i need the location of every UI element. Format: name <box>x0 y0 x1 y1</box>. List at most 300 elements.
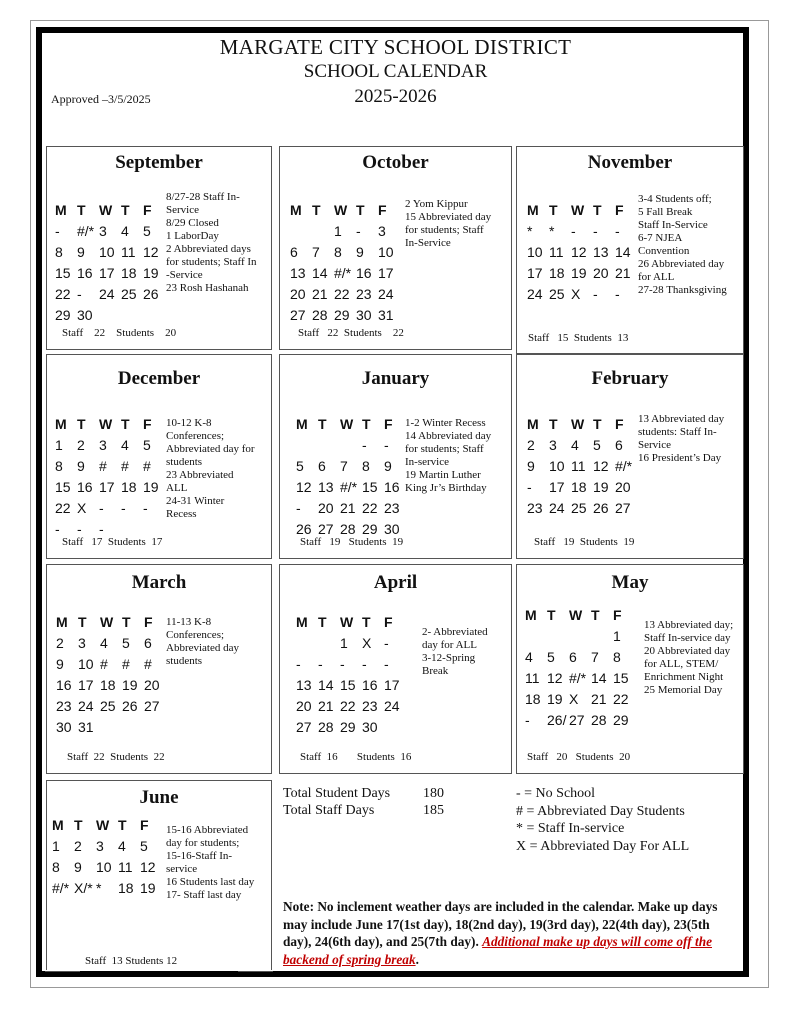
day-cell: 22 <box>340 698 356 714</box>
day-cell: 10 <box>96 859 112 875</box>
month-notes-april <box>422 626 488 678</box>
note-line: 15-16-Staff In- <box>166 850 233 862</box>
week-row <box>52 838 162 854</box>
total-staff-days <box>283 802 444 819</box>
weekday-header <box>527 202 637 218</box>
day-cell: 9 <box>74 859 82 875</box>
day-cell: 18 <box>100 677 116 693</box>
day-cell: 17 <box>378 265 394 281</box>
day-cell: 26 <box>122 698 138 714</box>
day-cell: 28 <box>340 521 356 537</box>
day-cell: 20 <box>615 479 631 495</box>
day-cell: * <box>549 223 555 239</box>
weekday-label: M <box>527 416 539 432</box>
weekday-label: T <box>356 202 365 218</box>
legend-no-school: - = No School <box>516 786 596 801</box>
day-cell: 5 <box>593 437 601 453</box>
month-footer-october: Staff 22 Students 22 <box>298 327 404 339</box>
approved-note: Approved –3/5/2025 <box>51 92 151 106</box>
week-row <box>527 223 637 239</box>
weekday-label: M <box>56 614 68 630</box>
weekday-label: T <box>362 614 371 630</box>
note-line: 27-28 Thanksgiving <box>638 284 727 296</box>
week-row <box>296 698 406 714</box>
note-line: 6-7 NJEA <box>638 232 683 244</box>
weekday-label: W <box>99 416 113 432</box>
day-cell: 11 <box>118 859 133 875</box>
day-cell: - <box>55 223 60 239</box>
month-footer-march: Staff 22 Students 22 <box>67 751 165 763</box>
note-line: 3-4 Students off; <box>638 193 712 205</box>
note-line: 1-2 Winter Recess <box>405 417 486 429</box>
day-cell: 9 <box>56 656 64 672</box>
weekday-label: W <box>99 202 113 218</box>
day-cell: 15 <box>362 479 378 495</box>
month-notes-june <box>166 824 254 902</box>
day-cell: 25 <box>571 500 587 516</box>
week-row <box>296 677 406 693</box>
week-row <box>290 244 400 260</box>
day-cell: - <box>143 500 148 516</box>
note-line: for ALL <box>638 271 675 283</box>
weekday-label: W <box>340 614 354 630</box>
note-line: In-service <box>405 456 449 468</box>
day-cell: 28 <box>591 712 607 728</box>
day-cell: 13 <box>290 265 306 281</box>
note-red-text: Additional make up days will come off the backend of spring break <box>283 934 712 967</box>
day-cell: 25 <box>549 286 565 302</box>
day-cell: 1 <box>334 223 342 239</box>
day-cell: 17 <box>99 479 115 495</box>
month-title-april: April <box>373 572 418 593</box>
day-cell: 16 <box>362 677 378 693</box>
day-cell: 22 <box>362 500 378 516</box>
day-cell: X <box>362 635 372 651</box>
weekday-header <box>55 202 165 218</box>
month-title-june: June <box>139 787 179 808</box>
weekday-label: F <box>615 416 624 432</box>
day-cell: 23 <box>56 698 72 714</box>
weekday-label: W <box>96 817 110 833</box>
day-cell: 13 <box>318 479 334 495</box>
weekday-label: T <box>312 202 321 218</box>
note-line: 19 Martin Luther <box>405 469 481 481</box>
day-cell: 2 <box>56 635 64 651</box>
week-row <box>296 500 406 516</box>
note-line: students: Staff In- <box>638 426 717 438</box>
day-cell: 20 <box>593 265 609 281</box>
day-cell: #/* <box>340 479 358 495</box>
day-cell: 23 <box>356 286 372 302</box>
month-title-january: January <box>361 368 430 389</box>
day-cell: 8 <box>334 244 342 260</box>
week-row <box>296 458 406 474</box>
week-row <box>525 691 635 707</box>
day-cell: 30 <box>362 719 378 735</box>
week-row <box>55 244 165 260</box>
week-row <box>525 670 635 686</box>
day-cell: 18 <box>118 880 134 896</box>
week-row <box>527 500 637 516</box>
day-cell: 24 <box>384 698 400 714</box>
day-cell: 20 <box>296 698 312 714</box>
day-cell: - <box>593 223 598 239</box>
note-line: King Jr’s Birthday <box>405 482 487 494</box>
day-cell: 20 <box>318 500 334 516</box>
note-line: 10-12 K-8 <box>166 417 212 429</box>
day-cell: 6 <box>290 244 298 260</box>
day-cell: 19 <box>143 265 159 281</box>
day-cell: 3 <box>96 838 104 854</box>
weekday-label: M <box>55 416 67 432</box>
day-cell: 19 <box>140 880 156 896</box>
week-row <box>55 265 165 281</box>
day-cell: 5 <box>143 437 151 453</box>
weekday-label: M <box>52 817 64 833</box>
legend-abbreviated-students: # = Abbreviated Day Students <box>516 803 685 819</box>
day-cell: 4 <box>121 437 129 453</box>
day-cell: 29 <box>362 521 378 537</box>
legend <box>516 785 689 855</box>
june-footer-rule-left <box>45 971 80 972</box>
note-line: 1 LaborDay <box>166 230 219 242</box>
note-line: In-Service <box>405 237 451 249</box>
note-line: Abbreviated day for <box>166 443 255 455</box>
weekday-label: M <box>525 607 537 623</box>
note-line: for students; Staff <box>405 443 484 455</box>
day-cell: # <box>100 656 108 672</box>
day-cell: 10 <box>527 244 543 260</box>
week-row <box>55 307 165 323</box>
week-row <box>52 859 162 875</box>
weekday-label: F <box>143 202 152 218</box>
week-row <box>525 649 635 665</box>
day-cell: 1 <box>52 838 60 854</box>
day-cell: 27 <box>296 719 312 735</box>
day-cell: - <box>593 286 598 302</box>
day-cell: 8 <box>613 649 621 665</box>
month-title-december: December <box>117 368 201 389</box>
month-notes-january <box>405 417 491 495</box>
weekday-label: W <box>571 416 585 432</box>
day-cell: 27 <box>144 698 160 714</box>
day-cell: # <box>121 458 129 474</box>
day-cell: 27 <box>318 521 334 537</box>
note-line: Abbreviated day <box>166 642 239 654</box>
day-cell: - <box>527 479 532 495</box>
month-notes-february <box>638 413 724 465</box>
weekday-label: W <box>340 416 354 432</box>
day-cell: - <box>77 521 82 537</box>
week-row <box>290 307 400 323</box>
week-row <box>525 628 635 644</box>
day-cell: 18 <box>121 479 137 495</box>
total-student-days <box>283 785 444 802</box>
note-line: day for ALL <box>422 639 477 651</box>
day-cell: 1 <box>340 635 348 651</box>
day-cell: - <box>571 223 576 239</box>
weekday-label: T <box>78 614 87 630</box>
note-line: Staff In-Service <box>638 219 708 231</box>
day-cell: 17 <box>527 265 543 281</box>
day-cell: X <box>569 691 579 707</box>
note-line: 25 Memorial Day <box>644 684 723 696</box>
day-cell: 1 <box>613 628 621 644</box>
weekday-header <box>527 416 637 432</box>
day-cell: 4 <box>571 437 579 453</box>
week-row <box>296 656 406 672</box>
week-row <box>56 656 166 672</box>
weekday-label: M <box>55 202 67 218</box>
day-cell: 9 <box>356 244 364 260</box>
day-cell: 15 <box>55 479 71 495</box>
weekday-label: T <box>77 202 86 218</box>
day-cell: 27 <box>290 307 306 323</box>
weekday-label: M <box>296 614 308 630</box>
weekday-label: T <box>122 614 131 630</box>
week-row <box>527 458 637 474</box>
day-cell: 15 <box>613 670 629 686</box>
day-cell: 10 <box>378 244 394 260</box>
day-cell: - <box>384 635 389 651</box>
day-cell: 9 <box>77 458 85 474</box>
day-cell: - <box>615 223 620 239</box>
day-cell: 26 <box>296 521 312 537</box>
day-cell: 21 <box>591 691 607 707</box>
day-cell: 26 <box>593 500 609 516</box>
month-title-october: October <box>362 152 429 173</box>
day-cell: 2 <box>77 437 85 453</box>
note-line: Service <box>166 204 199 216</box>
day-cell: 3 <box>78 635 86 651</box>
weekday-label: T <box>593 416 602 432</box>
day-cell: 8 <box>362 458 370 474</box>
day-cell: 31 <box>78 719 94 735</box>
day-cell: 6 <box>569 649 577 665</box>
day-cell: 9 <box>77 244 85 260</box>
day-cell: #/* <box>77 223 95 239</box>
note-main-text: Note: No inclement weather days are included in the calendar. Make up days may include June 17(1st day), 18(2nd day), 19(3rd day), 22(4th day), 23(5th day), 24(6th day), and 25(7th day). <box>283 899 718 949</box>
weekday-label: F <box>143 416 152 432</box>
note-line: 15-16 Abbreviated <box>166 824 249 836</box>
day-cell: 19 <box>571 265 587 281</box>
month-footer-february: Staff 19 Students 19 <box>534 536 635 548</box>
note-line: 26 Abbreviated day <box>638 258 725 270</box>
day-cell: 3 <box>378 223 386 239</box>
total-staff-days-value: 185 <box>423 803 444 818</box>
month-footer-december: Staff 17 Students 17 <box>62 536 163 548</box>
month-title-september: September <box>115 152 203 173</box>
note-line: 13 Abbreviated day; <box>644 619 734 631</box>
day-cell: 18 <box>525 691 541 707</box>
month-footer-november: Staff 15 Students 13 <box>528 332 629 344</box>
note-line: 5 Fall Break <box>638 206 693 218</box>
day-cell: 22 <box>55 286 71 302</box>
day-cell: 14 <box>312 265 328 281</box>
day-cell: 7 <box>591 649 599 665</box>
day-cell: 5 <box>122 635 130 651</box>
note-line: 16 Students last day <box>166 876 255 888</box>
note-line: 23 Rosh Hashanah <box>166 282 249 294</box>
note-line: 3-12-Spring <box>422 652 476 664</box>
day-cell: 24 <box>527 286 543 302</box>
note-line: -Service <box>166 269 203 281</box>
day-cell: 5 <box>296 458 304 474</box>
day-cell: - <box>99 521 104 537</box>
note-line: for students; Staff <box>405 224 484 236</box>
weekday-label: T <box>121 202 130 218</box>
month-notes-december <box>166 417 255 521</box>
day-cell: # <box>143 458 151 474</box>
day-cell: 19 <box>122 677 138 693</box>
day-cell: - <box>77 286 82 302</box>
weekday-label: T <box>549 202 558 218</box>
weekday-label: W <box>100 614 114 630</box>
weekday-header <box>290 202 400 218</box>
day-cell: 10 <box>78 656 94 672</box>
note-line: 16 President’s Day <box>638 452 722 464</box>
june-footer-rule-right <box>238 971 273 972</box>
note-line: 2 Abbreviated days <box>166 243 251 255</box>
day-cell: 29 <box>334 307 350 323</box>
weekday-label: F <box>384 614 393 630</box>
day-cell: 14 <box>318 677 334 693</box>
note-line: Convention <box>638 245 690 257</box>
week-row <box>296 437 406 453</box>
day-cell: 18 <box>571 479 587 495</box>
note-line: 15 Abbreviated day <box>405 211 492 223</box>
total-student-days-value: 180 <box>423 786 444 801</box>
note-line: students <box>166 456 203 468</box>
day-cell: 24 <box>549 500 565 516</box>
day-cell: * <box>527 223 533 239</box>
note-line: 8/29 Closed <box>166 217 219 229</box>
month-notes-march <box>166 616 239 668</box>
week-row <box>527 437 637 453</box>
day-cell: 30 <box>356 307 372 323</box>
day-cell: 14 <box>615 244 631 260</box>
day-cell: 18 <box>549 265 565 281</box>
note-line: 13 Abbreviated day <box>638 413 725 425</box>
day-cell: - <box>296 656 301 672</box>
day-cell: 3 <box>99 223 107 239</box>
weekday-label: T <box>593 202 602 218</box>
district-title: MARGATE CITY SCHOOL DISTRICT <box>219 35 572 59</box>
note-line: Staff In-service day <box>644 632 731 644</box>
day-cell: 15 <box>55 265 71 281</box>
day-cell: 24 <box>99 286 115 302</box>
day-cell: 24 <box>378 286 394 302</box>
day-cell: 7 <box>312 244 320 260</box>
month-footer-june: Staff 13 Students 12 <box>85 955 178 967</box>
day-cell: - <box>384 656 389 672</box>
note-line: 20 Abbreviated day <box>644 645 731 657</box>
week-row <box>525 712 635 728</box>
weekday-label: T <box>121 416 130 432</box>
day-cell: - <box>99 500 104 516</box>
day-cell: 14 <box>591 670 607 686</box>
day-cell: 7 <box>340 458 348 474</box>
month-title-november: November <box>587 152 673 173</box>
day-cell: 2 <box>527 437 535 453</box>
total-student-days-label: Total Student Days <box>283 786 391 801</box>
day-cell: - <box>318 656 323 672</box>
week-row <box>56 698 166 714</box>
weekday-label: T <box>118 817 127 833</box>
day-cell: 13 <box>593 244 609 260</box>
day-cell: 30 <box>384 521 400 537</box>
week-row <box>296 719 406 735</box>
weekday-label: T <box>77 416 86 432</box>
school-year: 2025-2026 <box>354 86 437 107</box>
note-line: ALL <box>166 482 188 494</box>
day-cell: - <box>525 712 530 728</box>
day-cell: 4 <box>118 838 126 854</box>
day-cell: 23 <box>384 500 400 516</box>
note-end: . <box>415 951 419 967</box>
legend-abbreviated-all: X = Abbreviated Day For ALL <box>516 838 690 854</box>
day-cell: - <box>362 437 367 453</box>
day-cell: 28 <box>312 307 328 323</box>
day-cell: 15 <box>340 677 356 693</box>
day-cell: 21 <box>318 698 334 714</box>
day-cell: 19 <box>593 479 609 495</box>
note-line: 14 Abbreviated day <box>405 430 492 442</box>
weekday-label: T <box>547 607 556 623</box>
month-notes-may <box>644 619 733 697</box>
day-cell: 17 <box>384 677 400 693</box>
week-row <box>55 479 165 495</box>
day-cell: 22 <box>334 286 350 302</box>
note-line: Enrichment Night <box>644 671 724 683</box>
week-row <box>296 479 406 495</box>
day-cell: 26 <box>143 286 159 302</box>
day-cell: 17 <box>549 479 565 495</box>
day-cell: X <box>571 286 581 302</box>
month-notes-october <box>405 198 491 250</box>
day-cell: 12 <box>140 859 156 875</box>
day-cell: 12 <box>143 244 159 260</box>
week-row <box>527 244 637 260</box>
weekday-label: F <box>384 416 393 432</box>
day-cell: 8 <box>55 244 63 260</box>
day-cell: 25 <box>100 698 116 714</box>
day-cell: 12 <box>296 479 312 495</box>
week-row <box>290 223 400 239</box>
month-title-may: May <box>611 572 649 593</box>
day-cell: 25 <box>121 286 137 302</box>
note-line: 17- Staff last day <box>166 889 242 901</box>
weekday-label: M <box>296 416 308 432</box>
makeup-days-note <box>283 898 723 968</box>
day-cell: 3 <box>99 437 107 453</box>
day-cell: 9 <box>384 458 392 474</box>
day-cell: X <box>77 500 87 516</box>
day-cell: 10 <box>549 458 565 474</box>
day-cell: 21 <box>312 286 328 302</box>
day-cell: - <box>340 656 345 672</box>
day-cell: 3 <box>549 437 557 453</box>
weekday-header <box>525 607 635 623</box>
day-cell: 16 <box>56 677 72 693</box>
note-line: 2- Abbreviated <box>422 626 488 638</box>
day-cell: 5 <box>140 838 148 854</box>
day-cell: 28 <box>318 719 334 735</box>
day-cell: # <box>122 656 130 672</box>
day-cell: 6 <box>615 437 623 453</box>
weekday-header <box>296 614 406 630</box>
note-line: 23 Abbreviated <box>166 469 234 481</box>
